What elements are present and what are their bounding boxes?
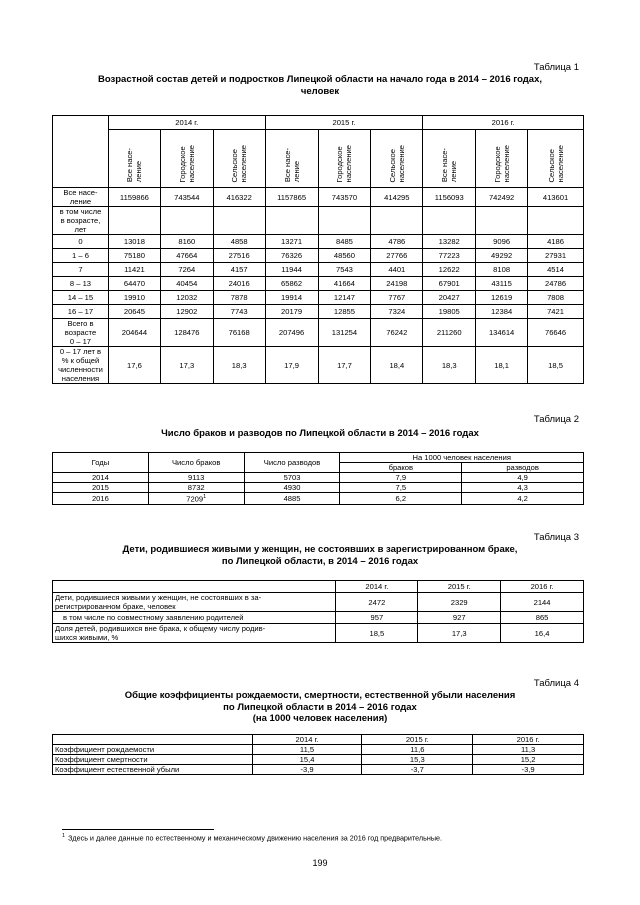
table-2-footnote-mark: 1 (203, 494, 207, 500)
table-3-year-header: 2014 г. (336, 581, 418, 593)
table-2-marriages (148, 493, 244, 505)
table-1-corner-cell (53, 116, 109, 188)
table-1-cell: 131254 (318, 319, 371, 347)
table-1-cell: 19910 (108, 291, 160, 305)
table-2-marriages-value: 7209 (186, 494, 204, 504)
table-3-title (40, 544, 600, 567)
table-1-cell: 27931 (528, 249, 584, 263)
table-3-cell: 2472 (336, 593, 418, 612)
table-2-row (53, 483, 584, 493)
table-2-divorces: 5703 (244, 473, 340, 483)
table-4-cell: -3,9 (252, 765, 362, 775)
table-1-column-type-header (160, 130, 213, 188)
table-1-cell: 7808 (528, 291, 584, 305)
table-1-row-label: 0 (53, 235, 109, 249)
table-1-cell: 1156093 (423, 188, 476, 207)
table-2-title: Число браков и разводов по Липецкой области в 2014 – 2016 годах (161, 428, 479, 439)
table-1-cell (528, 207, 584, 235)
table-1-row-label: Все насе- ление (53, 188, 109, 207)
table-4-year-header: 2015 г. (362, 735, 473, 745)
table-1-cell: 743544 (160, 188, 213, 207)
table-2-divorces: 4930 (244, 483, 340, 493)
table-1-cell: 24016 (213, 277, 265, 291)
table-2-row (53, 493, 584, 505)
table-1-column-type-header (108, 130, 160, 188)
table-1-cell: 49292 (476, 249, 528, 263)
table-4-cell: 11,3 (473, 745, 584, 755)
table-3-row-label: в том числе по совместному заявлению родителей (53, 612, 336, 624)
table-1-row-label: 7 (53, 263, 109, 277)
table-1-title (40, 74, 600, 97)
table-3-cell: 18,5 (336, 624, 418, 643)
table-1-row-label: 16 – 17 (53, 305, 109, 319)
table-1-cell: 24786 (528, 277, 584, 291)
table-3-row-label: Дети, родившиеся живыми у женщин, не состоявших в за- регистрированном браке, человек (53, 593, 336, 612)
table-3-cell: 2144 (501, 593, 584, 612)
table-1-cell: 7264 (160, 263, 213, 277)
table-1-row-label: 14 – 15 (53, 291, 109, 305)
table-1-cell: 13282 (423, 235, 476, 249)
table-1-cell: 743570 (318, 188, 371, 207)
table-4-title-line2: по Липецкой области в 2014 – 2016 годах (223, 701, 417, 713)
table-1-year-header: 2016 г. (423, 116, 584, 130)
table-1-cell: 4186 (528, 235, 584, 249)
table-4-year-header: 2014 г. (252, 735, 362, 745)
table-1-cell: 18,1 (476, 347, 528, 384)
table-4-cell: 11,5 (252, 745, 362, 755)
table-1-cell: 742492 (476, 188, 528, 207)
footnote-mark: 1 (62, 833, 66, 839)
table-1-column-type-label: Городское население (335, 144, 354, 182)
table-3-corner-cell (53, 581, 336, 593)
table-1-cell: 20179 (265, 305, 318, 319)
table-1-cell: 17,6 (108, 347, 160, 384)
table-1-row (53, 235, 584, 249)
table-1-cell: 18,5 (528, 347, 584, 384)
table-1-cell: 4157 (213, 263, 265, 277)
table-1-column-type-header (318, 130, 371, 188)
table-1-row (53, 277, 584, 291)
table-4-title-line1: Общие коэффициенты рождаемости, смертности, естественной убыли населения (124, 690, 516, 701)
table-2-header-marriages: Число браков (148, 453, 244, 473)
table-2-marriages (148, 473, 244, 483)
table-2-year: 2015 (53, 483, 149, 493)
footnote-separator (62, 829, 214, 830)
table-1-cell: 7878 (213, 291, 265, 305)
table-1-cell: 76242 (371, 319, 423, 347)
table-1-cell: 17,7 (318, 347, 371, 384)
table-1-column-type-header (265, 130, 318, 188)
table-1-column-type-label: Сельское население (387, 144, 406, 182)
table-1-cell: 413601 (528, 188, 584, 207)
table-1-cell: 12032 (160, 291, 213, 305)
table-1-cell: 47664 (160, 249, 213, 263)
table-4-title-line3: (на 1000 человек населения) (252, 713, 388, 724)
footnote-text: Здесь и далее данные по естественному и механическому движению населения за 2016 год предварительные. (68, 833, 442, 843)
table-3-cell: 957 (336, 612, 418, 624)
table-1-cell: 204644 (108, 319, 160, 347)
table-2-header-years: Годы (53, 453, 149, 473)
table-3-label: Таблица 3 (533, 532, 579, 543)
table-1-cell (476, 207, 528, 235)
table-1-cell: 48560 (318, 249, 371, 263)
table-2-year: 2014 (53, 473, 149, 483)
table-2-marriages-value: 9113 (188, 473, 205, 482)
table-4-row-label: Коэффициент рождаемости (53, 745, 253, 755)
table-1-cell: 1159866 (108, 188, 160, 207)
table-2-marriages-per1000: 7,9 (340, 473, 462, 483)
table-1-cell: 8160 (160, 235, 213, 249)
table-1-cell: 20427 (423, 291, 476, 305)
table-4-year-header: 2016 г. (473, 735, 584, 745)
table-1-cell: 4858 (213, 235, 265, 249)
table-1-cell: 128476 (160, 319, 213, 347)
table-2-divorces: 4885 (244, 493, 340, 505)
table-4-row (53, 755, 584, 765)
table-1-row-label: 0 – 17 лет в % к общей численности населения (53, 347, 109, 384)
table-1-cell: 4786 (371, 235, 423, 249)
table-1-cell: 76326 (265, 249, 318, 263)
table-2-marriages-per1000: 6,2 (340, 493, 462, 505)
table-1-cell: 20645 (108, 305, 160, 319)
table-1-cell (371, 207, 423, 235)
table-2-subheader-marriages: браков (340, 463, 462, 473)
table-1-row (53, 249, 584, 263)
table-2-marriages-value: 8732 (187, 483, 205, 492)
table-2-year: 2016 (53, 493, 149, 505)
table-1-cell: 211260 (423, 319, 476, 347)
table-1-cell: 12619 (476, 291, 528, 305)
table-1-cell: 18,3 (213, 347, 265, 384)
table-3-cell: 927 (418, 612, 501, 624)
table-1-cell: 75180 (108, 249, 160, 263)
page-number: 199 (312, 858, 328, 868)
table-1-cell: 76646 (528, 319, 584, 347)
table-3-title-line2: по Липецкой области, в 2014 – 2016 годах (221, 555, 419, 567)
table-4 (52, 734, 584, 775)
table-1-cell: 12855 (318, 305, 371, 319)
table-1-cell: 17,3 (160, 347, 213, 384)
table-3-title-line1: Дети, родившиеся живыми у женщин, не состоявших в зарегистрированном браке, (122, 544, 518, 555)
table-1-row-label: в том числе в возрасте, лет (53, 207, 109, 235)
footnote (62, 833, 442, 842)
table-2-header-divorces: Число разводов (244, 453, 340, 473)
table-1-cell: 64470 (108, 277, 160, 291)
table-1 (52, 115, 584, 384)
table-1-cell: 9096 (476, 235, 528, 249)
table-4-title (40, 690, 600, 725)
table-4-cell: 15,3 (362, 755, 473, 765)
table-3 (52, 580, 584, 643)
table-1-cell: 414295 (371, 188, 423, 207)
table-3-cell: 16,4 (501, 624, 584, 643)
table-2-header-per1000: На 1000 человек населения (340, 453, 584, 463)
table-1-row (53, 263, 584, 277)
table-1-cell: 12384 (476, 305, 528, 319)
table-1-column-type-label: Сельское население (546, 144, 565, 182)
table-2-marriages (148, 483, 244, 493)
table-1-cell (108, 207, 160, 235)
table-1-cell: 27766 (371, 249, 423, 263)
table-1-cell: 11944 (265, 263, 318, 277)
table-3-cell: 17,3 (418, 624, 501, 643)
table-1-column-type-label: Все насе- ление (125, 147, 144, 182)
table-1-cell: 134614 (476, 319, 528, 347)
table-1-column-type-label: Все насе- ление (440, 147, 459, 182)
table-1-cell: 7767 (371, 291, 423, 305)
table-1-cell (160, 207, 213, 235)
table-2-row (53, 473, 584, 483)
table-1-cell: 19805 (423, 305, 476, 319)
table-1-cell: 77223 (423, 249, 476, 263)
table-1-column-type-label: Городское население (492, 144, 511, 182)
table-1-cell: 7324 (371, 305, 423, 319)
table-4-corner-cell (53, 735, 253, 745)
table-3-year-header: 2015 г. (418, 581, 501, 593)
table-1-cell (213, 207, 265, 235)
table-1-title-line1: Возрастной состав детей и подростков Липецкой области на начало года в 2014 – 2016 годах, (97, 74, 543, 85)
table-1-cell: 19914 (265, 291, 318, 305)
table-2 (52, 452, 584, 505)
table-1-column-type-label: Сельское население (230, 144, 249, 182)
table-1-row (53, 319, 584, 347)
table-1-cell: 207496 (265, 319, 318, 347)
table-1-cell: 416322 (213, 188, 265, 207)
table-1-year-header: 2014 г. (108, 116, 265, 130)
table-1-row-label: 8 – 13 (53, 277, 109, 291)
table-1-title-line2: человек (300, 85, 340, 97)
table-1-column-type-header (476, 130, 528, 188)
table-1-cell: 7743 (213, 305, 265, 319)
table-2-label: Таблица 2 (533, 414, 579, 425)
table-1-cell: 12902 (160, 305, 213, 319)
table-1-row-label: Всего в возрасте 0 – 17 (53, 319, 109, 347)
table-1-column-type-label: Городское население (177, 144, 196, 182)
table-3-cell: 865 (501, 612, 584, 624)
table-1-row-label: 1 – 6 (53, 249, 109, 263)
table-2-marriages-per1000: 7,5 (340, 483, 462, 493)
table-4-row (53, 745, 584, 755)
table-4-label: Таблица 4 (533, 678, 579, 689)
table-1-row (53, 207, 584, 235)
table-4-row-label: Коэффициент естественной убыли (53, 765, 253, 775)
table-1-cell: 1157865 (265, 188, 318, 207)
table-3-row-label: Доля детей, родившихся вне брака, к общему числу родив- шихся живыми, % (53, 624, 336, 643)
table-1-cell: 41664 (318, 277, 371, 291)
table-4-cell: 15,2 (473, 755, 584, 765)
table-1-cell: 43115 (476, 277, 528, 291)
table-1-row (53, 188, 584, 207)
table-4-cell: -3,9 (473, 765, 584, 775)
table-3-year-header: 2016 г. (501, 581, 584, 593)
table-1-cell: 13018 (108, 235, 160, 249)
table-1-cell: 65862 (265, 277, 318, 291)
table-1-column-type-header (213, 130, 265, 188)
table-1-cell: 7421 (528, 305, 584, 319)
table-4-row-label: Коэффициент смертности (53, 755, 253, 765)
table-1-cell: 13271 (265, 235, 318, 249)
table-3-row (53, 593, 584, 612)
table-1-cell (265, 207, 318, 235)
table-1-cell: 24198 (371, 277, 423, 291)
table-1-cell: 8108 (476, 263, 528, 277)
table-3-row (53, 612, 584, 624)
table-1-row (53, 347, 584, 384)
table-4-cell: 11,6 (362, 745, 473, 755)
table-1-cell: 18,3 (423, 347, 476, 384)
table-2-divorces-per1000: 4,2 (462, 493, 584, 505)
table-2-subheader-divorces: разводов (462, 463, 584, 473)
table-1-cell: 27516 (213, 249, 265, 263)
table-4-cell: -3,7 (362, 765, 473, 775)
table-1-cell: 76168 (213, 319, 265, 347)
table-1-cell (423, 207, 476, 235)
table-1-year-header: 2015 г. (265, 116, 423, 130)
table-1-cell: 11421 (108, 263, 160, 277)
table-1-column-type-header (423, 130, 476, 188)
table-3-row (53, 624, 584, 643)
table-1-cell: 8485 (318, 235, 371, 249)
table-1-cell: 4401 (371, 263, 423, 277)
table-1-cell: 18,4 (371, 347, 423, 384)
table-1-column-type-header (371, 130, 423, 188)
table-1-cell: 12622 (423, 263, 476, 277)
table-1-row (53, 291, 584, 305)
table-1-cell: 7543 (318, 263, 371, 277)
table-1-column-type-header (528, 130, 584, 188)
table-1-label: Таблица 1 (533, 62, 579, 73)
table-3-cell: 2329 (418, 593, 501, 612)
table-1-cell: 40454 (160, 277, 213, 291)
table-1-column-type-label: Все насе- ление (282, 147, 301, 182)
table-1-cell: 12147 (318, 291, 371, 305)
table-4-cell: 15,4 (252, 755, 362, 765)
table-1-cell (318, 207, 371, 235)
table-1-cell: 4514 (528, 263, 584, 277)
table-1-cell: 17,9 (265, 347, 318, 384)
table-2-divorces-per1000: 4,9 (462, 473, 584, 483)
table-1-cell: 67901 (423, 277, 476, 291)
table-2-divorces-per1000: 4,3 (462, 483, 584, 493)
table-1-row (53, 305, 584, 319)
table-4-row (53, 765, 584, 775)
